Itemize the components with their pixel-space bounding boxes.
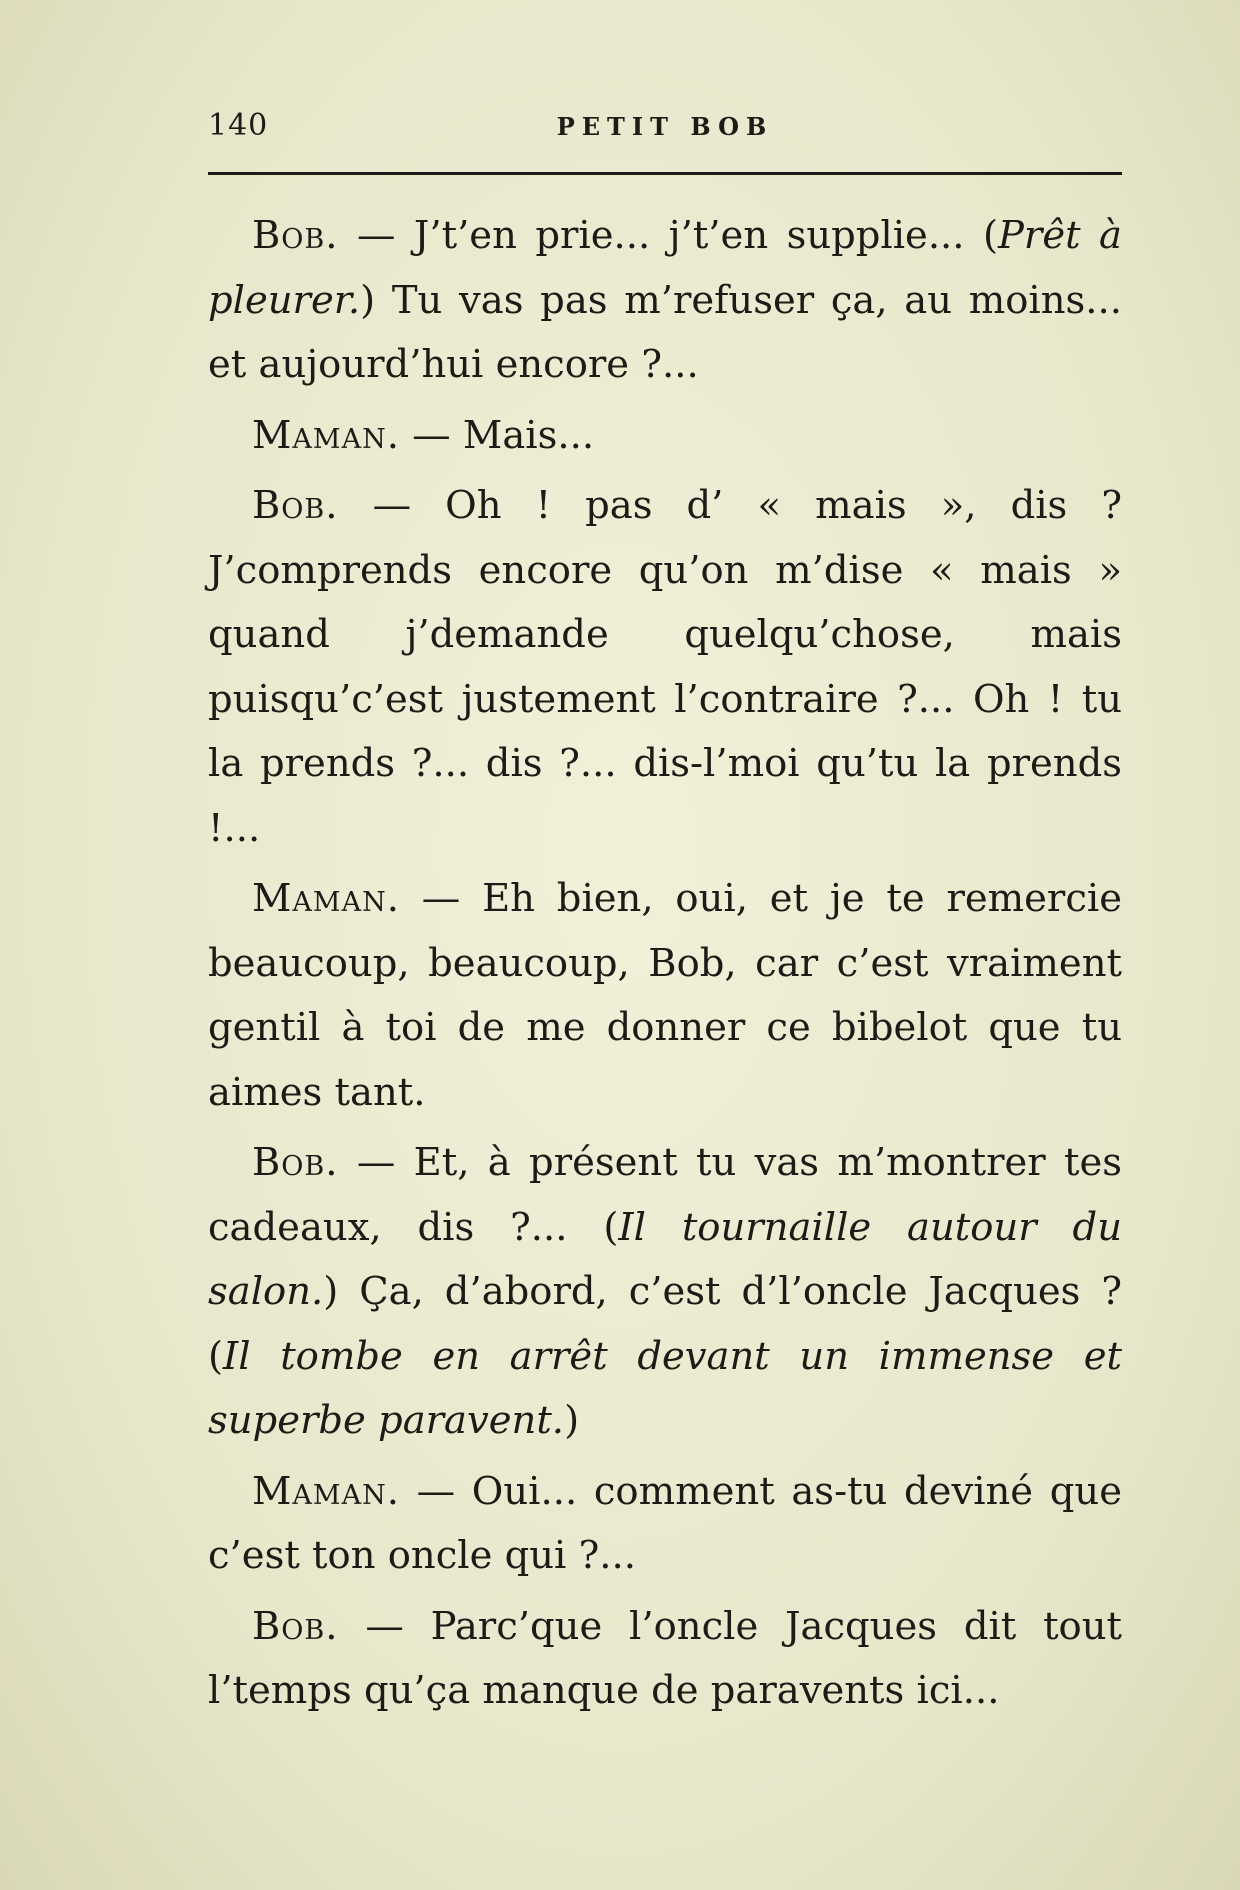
speaker-name: Maman.	[252, 876, 400, 921]
dialogue-line: ) Tu vas pas m’refuser ça, au moins... et aujourd’hui encore ?...	[208, 277, 1122, 387]
dialogue-paragraph	[208, 1460, 1122, 1589]
dialogue-line: — Mais...	[399, 412, 595, 458]
dialogue-text	[208, 204, 1122, 1730]
page-number: 140	[208, 108, 269, 143]
dialogue-line: )	[564, 1398, 580, 1443]
speaker-name: Bob.	[252, 213, 339, 258]
dialogue-line: — Parc’que l’oncle Jacques dit tout l’temps qu’ça manque de paravents ici...	[208, 1603, 1122, 1713]
dialogue-line: — Et, à présent tu vas m’montrer tes cadeaux, dis ?... (	[208, 1140, 1122, 1250]
dialogue-line: ) Ça, d’abord, c’est d’l’oncle Jacques ? (	[208, 1269, 1122, 1379]
dialogue-line: — Oh ! pas d’ « mais », dis ? J’comprends encore qu’on m’dise « mais » quand j’demande quelqu’chose, mais puisqu’c’est justement l’contraire ?... Oh ! tu la prends ?... dis ?... dis-l’moi qu’tu la prends !...	[208, 483, 1122, 851]
dialogue-line: — J’t’en prie... j’t’en supplie... (	[338, 213, 999, 258]
dialogue-paragraph	[208, 204, 1122, 398]
speaker-name: Maman.	[252, 412, 400, 458]
stage-direction: Prêt à pleurer.	[208, 213, 1122, 323]
dialogue-line: — Oui... comment as-tu deviné que c’est ton oncle qui ?...	[208, 1468, 1122, 1578]
speaker-name: Maman.	[252, 1468, 400, 1514]
dialogue-paragraph	[208, 1595, 1122, 1724]
running-head	[208, 108, 1122, 148]
stage-direction: Il tombe en arrêt devant un immense et superbe paravent.	[208, 1333, 1122, 1443]
speaker-name: Bob.	[252, 1140, 339, 1185]
stage-direction: Il tournaille autour du salon.	[208, 1204, 1122, 1314]
book-title: PETIT BOB	[556, 112, 774, 141]
dialogue-paragraph	[208, 404, 1122, 469]
dialogue-line: — Eh bien, oui, et je te remercie beaucoup, beaucoup, Bob, car c’est vraiment gentil à toi de me donner ce bibelot que tu aimes tant.	[208, 876, 1122, 1115]
header-rule	[208, 172, 1122, 175]
dialogue-paragraph	[208, 1131, 1122, 1454]
dialogue-paragraph	[208, 474, 1122, 861]
speaker-name: Bob.	[252, 1603, 339, 1649]
speaker-name: Bob.	[252, 483, 339, 528]
dialogue-paragraph	[208, 867, 1122, 1125]
